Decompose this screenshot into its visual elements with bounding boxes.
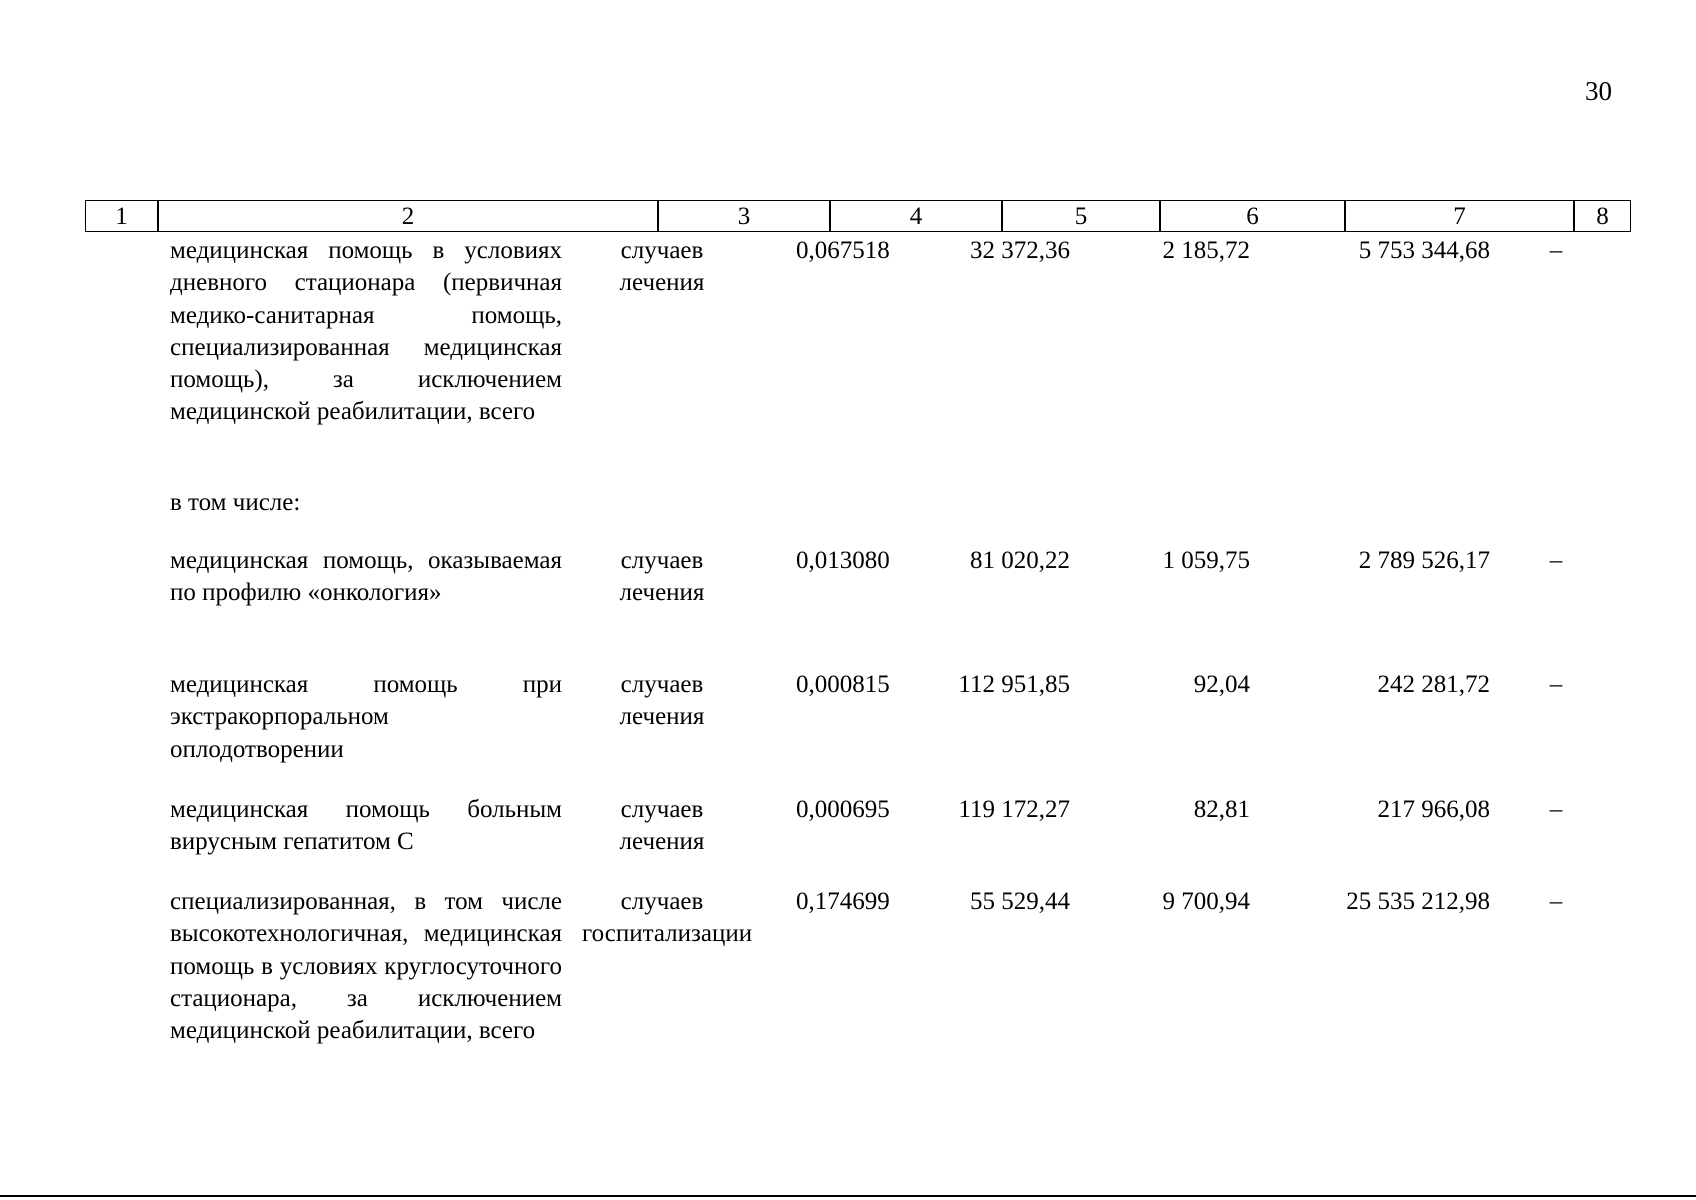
- row-col6-value: 9 700,94: [1162, 888, 1250, 915]
- row-unit: случаев лечения: [619, 671, 705, 731]
- row-description: медицинская помощь при экстракорпоральном оплодотворении: [170, 671, 562, 763]
- column-header-5: 5: [1074, 203, 1088, 230]
- row-col8-value: –: [1549, 547, 1563, 574]
- page-number: 30: [1585, 76, 1612, 106]
- row-col4-value: 0,067518: [796, 237, 890, 264]
- row-unit: случаев лечения: [619, 547, 705, 607]
- row-col5-value: 119 172,27: [958, 796, 1070, 823]
- row-col4-value: 0,013080: [796, 547, 890, 574]
- row-col4-value: 0,000815: [796, 671, 890, 698]
- row-col7-value: 217 966,08: [1377, 796, 1490, 823]
- column-header-6: 6: [1246, 203, 1259, 230]
- row-description: медицинская помощь в условиях дневного стационара (первичная медико-санитарная помощь, специализированная медицинская помощь), за исключением медицинской реабилитации, всего: [170, 237, 562, 426]
- row-unit: случаев госпитализации: [582, 888, 753, 948]
- row-col8-value: –: [1549, 671, 1563, 698]
- row-description: медицинская помощь больным вирусным гепатитом С: [170, 796, 562, 856]
- row-col5-value: 81 020,22: [970, 547, 1070, 574]
- row-unit: случаев лечения: [619, 237, 705, 297]
- row-col7-value: 242 281,72: [1377, 671, 1490, 698]
- row-col5-value: 32 372,36: [970, 237, 1070, 264]
- row-col6-value: 82,81: [1193, 796, 1250, 823]
- row-col6-value: 1 059,75: [1162, 547, 1250, 574]
- row-col5-value: 55 529,44: [970, 888, 1070, 915]
- row-col4-value: 0,174699: [796, 888, 890, 915]
- column-header-4: 4: [909, 203, 923, 230]
- row-col8-value: –: [1549, 237, 1563, 264]
- row-col8-value: –: [1549, 888, 1563, 915]
- row-col7-value: 2 789 526,17: [1358, 547, 1490, 574]
- table-header-row: [85, 200, 1631, 232]
- column-header-2: 2: [401, 203, 415, 230]
- row-col8-value: –: [1549, 796, 1563, 823]
- column-header-8: 8: [1596, 203, 1609, 230]
- subheading-including: в том числе:: [170, 489, 301, 516]
- row-col6-value: 92,04: [1193, 671, 1250, 698]
- column-header-3: 3: [737, 203, 751, 230]
- column-header-7: 7: [1453, 203, 1466, 230]
- row-description: медицинская помощь, оказываемая по профилю «онкология»: [170, 547, 562, 607]
- row-col7-value: 25 535 212,98: [1346, 888, 1490, 915]
- row-col6-value: 2 185,72: [1162, 237, 1250, 264]
- row-col7-value: 5 753 344,68: [1358, 237, 1490, 264]
- row-col4-value: 0,000695: [796, 796, 890, 823]
- page-bottom-rule: [0, 1195, 1696, 1197]
- column-header-1: 1: [115, 203, 128, 230]
- row-col5-value: 112 951,85: [958, 671, 1070, 698]
- row-description: специализированная, в том числе высокотехнологичная, медицинская помощь в условиях круглосуточного стационара, за исключением медицинской реабилитации, всего: [170, 888, 562, 1045]
- row-unit: случаев лечения: [619, 796, 705, 856]
